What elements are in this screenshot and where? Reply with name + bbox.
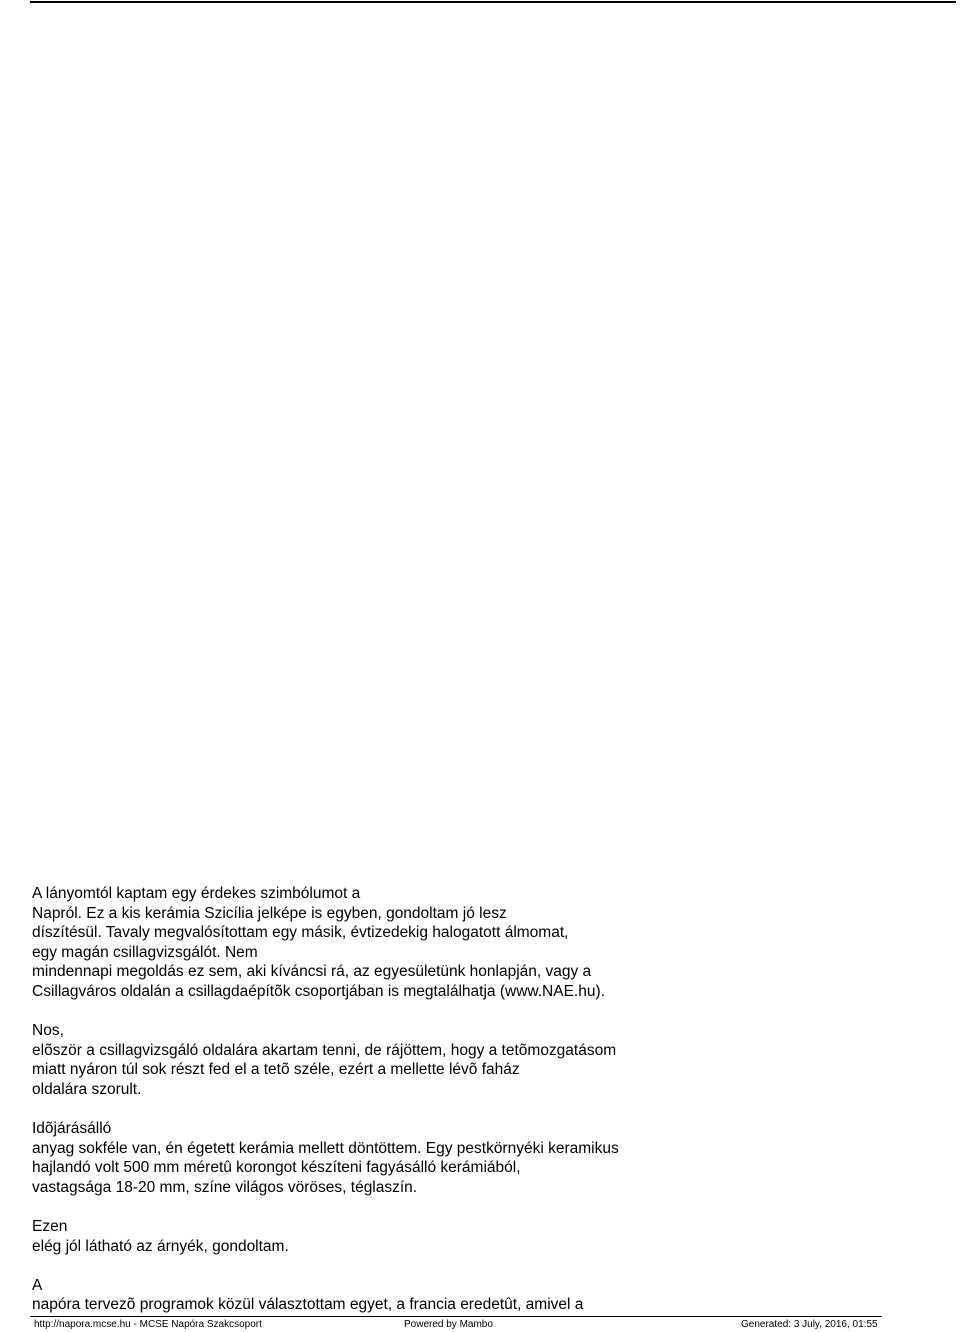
text-line: elég jól látható az árnyék, gondoltam. — [32, 1237, 289, 1255]
text-line: hajlandó volt 500 mm méretû korongot készíteni fagyásálló kerámiából, — [32, 1159, 521, 1177]
footer-rule — [30, 1316, 882, 1317]
top-rule — [30, 1, 956, 3]
paragraph-gap — [32, 1100, 932, 1120]
footer-site-link[interactable]: http://napora.mcse.hu - MCSE Napóra Szakcsoport — [34, 1319, 262, 1330]
text-line: Napról. Ez a kis kerámia Szicília jelképe is egyben, gondoltam jó lesz — [32, 904, 507, 922]
text-line: Csillagváros oldalán a csillagdaépítõk csoportjában is megtalálhatja (www.NAE.hu). — [32, 982, 605, 1000]
text-line: napóra tervezõ programok közül választottam egyet, a francia eredetût, amivel a — [32, 1296, 584, 1314]
text-line: Ezen — [32, 1218, 68, 1236]
paragraph-2 — [32, 1021, 932, 1099]
paragraph-gap — [32, 1198, 932, 1218]
text-line: A — [32, 1276, 43, 1294]
text-line: díszítésül. Tavaly megvalósítottam egy másik, évtizedekig halogatott álmomat, — [32, 924, 569, 942]
paragraph-3 — [32, 1119, 932, 1197]
paragraph-1 — [32, 884, 932, 1002]
paragraph-5 — [32, 1276, 932, 1315]
text-line: Idõjárásálló — [32, 1120, 112, 1138]
footer-generated-date: Generated: 3 July, 2016, 01:55 — [741, 1319, 878, 1330]
paragraph-4 — [32, 1217, 932, 1256]
text-line: anyag sokféle van, én égetett kerámia mellett döntöttem. Egy pestkörnyéki keramikus — [32, 1139, 619, 1157]
text-line: miatt nyáron túl sok részt fed el a tetõ széle, ezért a mellette lévõ faház — [32, 1061, 520, 1079]
text-line: mindennapi megoldás ez sem, aki kíváncsi rá, az egyesületünk honlapján, vagy a — [32, 963, 592, 981]
text-line: elõször a csillagvizsgáló oldalára akartam tenni, de rájöttem, hogy a tetõmozgatásom — [32, 1041, 617, 1059]
paragraph-gap — [32, 1256, 932, 1276]
text-line: vastagsága 18-20 mm, színe világos vöröses, téglaszín. — [32, 1178, 418, 1196]
text-line: egy magán csillagvizsgálót. Nem — [32, 943, 258, 961]
text-line: A lányomtól kaptam egy érdekes szimbólumot a — [32, 885, 361, 902]
text-line: Nos, — [32, 1022, 64, 1040]
footer-powered-by: Powered by Mambo — [404, 1319, 493, 1330]
paragraph-gap — [32, 1002, 932, 1022]
text-line: oldalára szorult. — [32, 1080, 142, 1098]
page-footer — [0, 1314, 960, 1332]
article-body — [32, 884, 932, 1315]
